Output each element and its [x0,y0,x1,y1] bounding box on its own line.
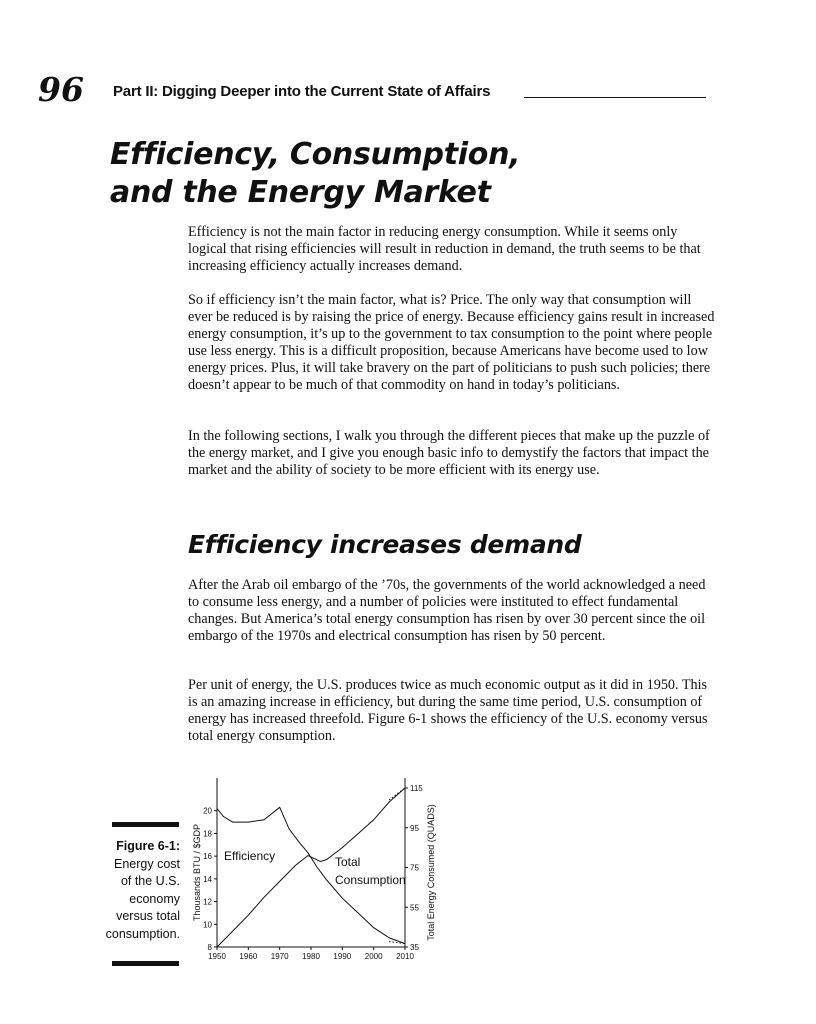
subsection-title: Efficiency increases demand [188,530,582,559]
series-line-total-consumption [217,788,405,947]
energy-chart [190,774,440,974]
y-left-tick-label: 16 [203,852,212,862]
y-axis-right-label: Total Energy Consumed (QUADS) [426,804,436,941]
x-tick-label: 1950 [208,952,226,961]
body-paragraph: In the following sections, I walk you through the different pieces that make up the puzzle of the energy market, and I give you enough basic info to demystify the factors that impact the market and the ability of society to be more efficient with its energy use. [188,428,710,478]
x-tick-label: 1990 [333,952,352,961]
y-left-tick-label: 14 [203,874,212,884]
body-paragraph: Efficiency is not the main factor in reducing energy consumption. While it seems only logical that rising efficiencies will result in reduction in demand, the truth seems to be that increasing efficiency actually increases demand. [188,224,701,274]
legend-efficiency: Efficiency [224,849,276,863]
figure-caption [104,838,180,943]
section-title [110,136,710,212]
y-left-tick-label: 8 [207,943,212,952]
running-head-rule [524,97,706,98]
x-tick-label: 1980 [302,952,320,961]
y-right-tick-label: 35 [410,943,419,952]
y-right-tick-label: 75 [410,863,419,873]
body-paragraph: Per unit of energy, the U.S. produces twice as much economic output as it did in 1950. This is an amazing increase in efficiency, but during the same time period, U.S. consumption of energy has increased threefold. Figure 6-1 shows the efficiency of the U.S. economy versus total energy consumption. [188,677,708,744]
body-paragraph: After the Arab oil embargo of the ’70s, the governments of the world acknowledged a need to consume less energy, and a number of policies were instituted to effect fundamental changes. But America’s total energy consumption has risen by over 30 percent since the oil embargo of the 1970s and electrical consumption has risen by 50 percent. [188,577,706,644]
x-tick-label: 2010 [396,952,414,961]
y-axis-left-label: Thousands BTU / $GDP [192,823,202,922]
legend-consumption: Consumption [335,873,406,887]
section-title-line-2: and the Energy Market [110,175,491,210]
y-left-tick-label: 10 [203,920,212,930]
figure-label: Figure 6-1: [116,839,180,853]
x-tick-label: 1960 [239,952,258,961]
y-right-tick-label: 115 [410,784,423,793]
y-left-tick-label: 18 [203,829,212,839]
x-tick-label: 2000 [364,952,383,961]
figure-caption-text: Energy cost of the U.S. economy versus total consumption. [105,856,180,941]
body-paragraph: So if efficiency isn’t the main factor, what is? Price. The only way that consumption will ever be reduced is by raising the price of energy. Because efficiency gains result in increased energy consumption, it’s up to the government to tax consumption to the point where people use less energy. This is a difficult proposition, because Americans have become used to low energy prices. Plus, it will take bravery on the part of politicians to push such policies; there doesn’t appear to be much of that commodity on hand in today’s politicians. [188,292,715,393]
page-number: 96 [38,70,84,109]
y-left-tick-label: 12 [203,897,212,907]
caption-top-rule [112,822,179,827]
running-head: Part II: Digging Deeper into the Current State of Affairs [113,83,491,100]
y-left-tick-label: 20 [203,806,212,816]
legend-total: Total [335,855,361,869]
section-title-line-1: Efficiency, Consumption, [110,137,521,172]
x-tick-label: 1970 [270,952,289,961]
y-right-tick-label: 95 [410,823,419,833]
y-right-tick-label: 55 [410,903,419,913]
caption-bottom-rule [112,961,179,966]
